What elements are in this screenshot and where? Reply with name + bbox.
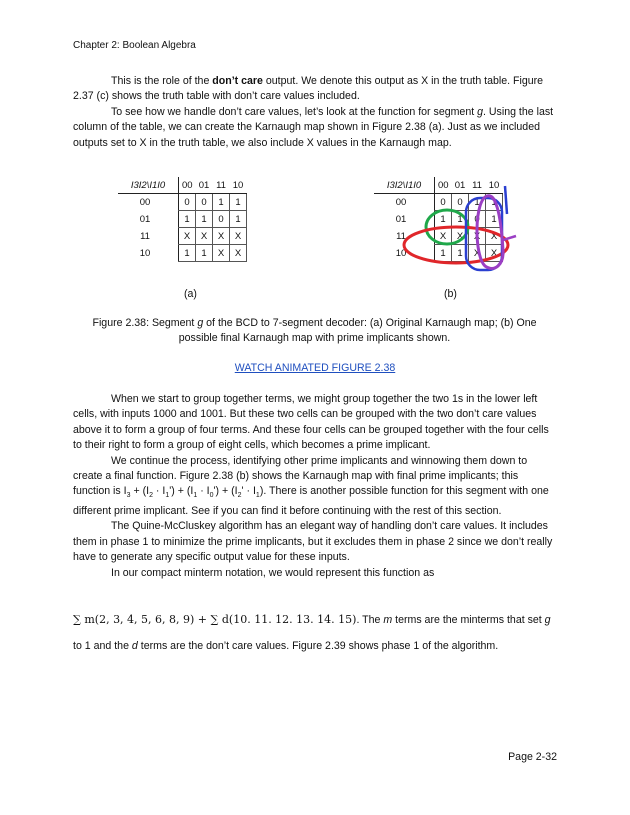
- kmap-b-row-label: 11: [396, 230, 406, 242]
- kmap-b-col: 01: [452, 177, 469, 194]
- kmap-b-col: 10: [486, 177, 503, 194]
- formula-math: ∑ m(2, 3, 4, 5, 6, 8, 9) + ∑ d(10. 11. 12. 13. 14. 15): [73, 613, 357, 626]
- kmap-a-cell: 1: [230, 194, 247, 211]
- kmap-a-col: 10: [230, 177, 247, 194]
- kmap-b-cell: 1: [486, 194, 503, 211]
- kmap-a-cell: X: [213, 228, 230, 245]
- loop-blue-mark: [505, 186, 507, 214]
- minterm-formula: [73, 613, 563, 626]
- para2-italic: g: [477, 105, 484, 118]
- paragraph-dont-care: [73, 74, 556, 151]
- para4-text: We continue the process, identifying other prime implicants and winnowing them down to create a final function. Figure 2.38 (b) shows the Karnaugh map with final prime implicants; this function is: [73, 454, 528, 498]
- para1-text-a: This is the role of the: [111, 75, 213, 87]
- para1-bold: don’t care: [212, 75, 263, 87]
- caption-text-a: Figure 2.38: Segment: [92, 317, 198, 329]
- kmap-a-cell: X: [179, 228, 196, 245]
- expr-sub: 2: [237, 492, 242, 500]
- kmap-a-cell: 1: [179, 211, 196, 228]
- expr-part: ') + (I: [169, 485, 194, 498]
- kmap-a-cell: X: [230, 245, 247, 262]
- expr-part: ' · I: [241, 485, 256, 498]
- kmap-a-row-label: 11: [140, 230, 150, 242]
- expr-sub: 2: [149, 492, 153, 500]
- para5: The Quine-McCluskey algorithm has an elegant way of handling don’t care values. It includes them in phase 1 to minimize the prime implicants, but it excludes them in phase 2 since we don’t really have to generate any specific output value for these inputs.: [73, 520, 553, 564]
- kmap-a-cell: 1: [213, 194, 230, 211]
- kmap-b-cell: 1: [435, 211, 452, 228]
- para2: [73, 105, 556, 151]
- formula-m: m: [383, 614, 393, 626]
- tail-text: to 1 and the: [73, 640, 132, 652]
- para2-text-b: . Using the last column of the table, we can create the Karnaugh map shown in Figure 2.38 (a). Just as we included outputs set to X in the truth table, we also include X values in the Karnaugh map.: [73, 105, 554, 149]
- kmap-b-cell: X: [435, 228, 452, 245]
- chapter-header: Chapter 2: Boolean Algebra: [73, 40, 196, 51]
- kmap-a-cell: 1: [196, 211, 213, 228]
- kmap-b-cell: 0: [469, 211, 486, 228]
- closing-line: [73, 640, 563, 652]
- kmap-a-cell: 0: [196, 194, 213, 211]
- expr-sub: 1: [165, 492, 170, 500]
- kmap-b-corner: I3I2\I1I0: [374, 177, 435, 194]
- para4-text-end: ). There is another possible function for this segment with one different prime implicant. See if you can find it before continuing with the rest of this section.: [73, 485, 549, 517]
- expr-part: + (I: [130, 485, 150, 498]
- kmap-a-cell: 0: [213, 211, 230, 228]
- kmap-b-cell: 1: [452, 211, 469, 228]
- kmap-b-row-label: 00: [395, 196, 407, 208]
- karnaugh-map-b: [374, 177, 503, 262]
- caption-italic: g: [197, 317, 204, 329]
- expr-part: · I: [197, 485, 210, 498]
- expr-part: I: [123, 485, 127, 498]
- kmap-a-row-label: 00: [139, 196, 151, 208]
- kmap-a-col: 01: [196, 177, 213, 194]
- body-paragraphs: [73, 392, 556, 581]
- kmap-a-row-label: 10: [139, 247, 151, 259]
- expr-sub: 0: [209, 492, 214, 500]
- kmap-a-cell: X: [230, 228, 247, 245]
- figure-caption: [73, 316, 556, 347]
- expr-part: · I: [152, 485, 166, 498]
- kmap-a-cell: X: [213, 245, 230, 262]
- kmap-a-cell: 0: [179, 194, 196, 211]
- kmap-b-cell: X: [469, 245, 486, 262]
- kmap-b-cell: 0: [435, 194, 452, 211]
- kmap-a-label: (a): [184, 288, 197, 300]
- kmap-b-cell: 1: [435, 245, 452, 262]
- kmap-b-cell: X: [486, 228, 503, 245]
- kmap-b-col: 11: [469, 177, 486, 194]
- caption-text-b: of the BCD to 7-segment decoder: (a) Original Karnaugh map; (b) One possible final Karnaugh map with prime implicants shown.: [178, 317, 537, 345]
- kmap-b-cell: 0: [452, 194, 469, 211]
- para2-text-a: To see how we handle don’t care values, let’s look at the function for segment: [111, 105, 478, 118]
- para1: [73, 74, 556, 105]
- kmap-a-cell: 1: [179, 245, 196, 262]
- kmap-b-col: 00: [435, 177, 452, 194]
- kmap-b-row-label: 10: [395, 247, 407, 259]
- expr-sub: 1: [193, 492, 198, 500]
- para4: [73, 454, 556, 520]
- kmap-b-cell: X: [452, 228, 469, 245]
- kmap-a-row-label: 01: [139, 213, 151, 225]
- kmap-b-cell: 1: [452, 245, 469, 262]
- kmap-b-label: (b): [444, 288, 457, 300]
- kmap-b-cell: X: [486, 245, 503, 262]
- kmap-b-cell: X: [469, 228, 486, 245]
- kmap-b-cell: 1: [469, 194, 486, 211]
- kmap-a-col: 00: [179, 177, 196, 194]
- loop-purple-tick: [503, 236, 516, 240]
- kmap-a-col: 11: [213, 177, 230, 194]
- kmap-b-cell: 1: [486, 211, 503, 228]
- karnaugh-map-a: [118, 177, 247, 262]
- tail-text-end: terms are the don’t care values. Figure 2.39 shows phase 1 of the algorithm.: [137, 640, 499, 652]
- tail-d: d: [131, 640, 138, 652]
- para6: In our compact minterm notation, we would represent this function as: [111, 566, 435, 579]
- kmap-a-cell: 1: [196, 245, 213, 262]
- kmap-a-cell: X: [196, 228, 213, 245]
- para3: When we start to group together terms, we might group together the two 1s in the lower left cells, with inputs 1000 and 1001. But these two cells can be grouped with the two don’t care values above it to form a group of four terms. And these four cells can be grouped together with the four cells to their right to form a group of eight cells, which becomes a prime implicant.: [73, 393, 549, 452]
- expr-sub: 3: [126, 492, 131, 500]
- formula-text: terms are the minterms that set: [392, 614, 545, 626]
- expr-sub: 1: [255, 492, 260, 500]
- expr-part: ') + (I: [213, 485, 238, 498]
- formula-text: . The: [356, 614, 384, 626]
- formula-g: g: [544, 614, 551, 626]
- kmap-a-cell: 1: [230, 211, 247, 228]
- watch-animated-figure-link[interactable]: WATCH ANIMATED FIGURE 2.38: [234, 362, 396, 374]
- page-number: Page 2-32: [508, 751, 557, 763]
- para1-text-b: output. We denote this output as X in the truth table. Figure 2.37 (c) shows the truth table with don’t care values included.: [73, 75, 544, 103]
- kmap-b-row-label: 01: [395, 213, 407, 225]
- kmap-a-corner: I3I2\I1I0: [118, 177, 179, 194]
